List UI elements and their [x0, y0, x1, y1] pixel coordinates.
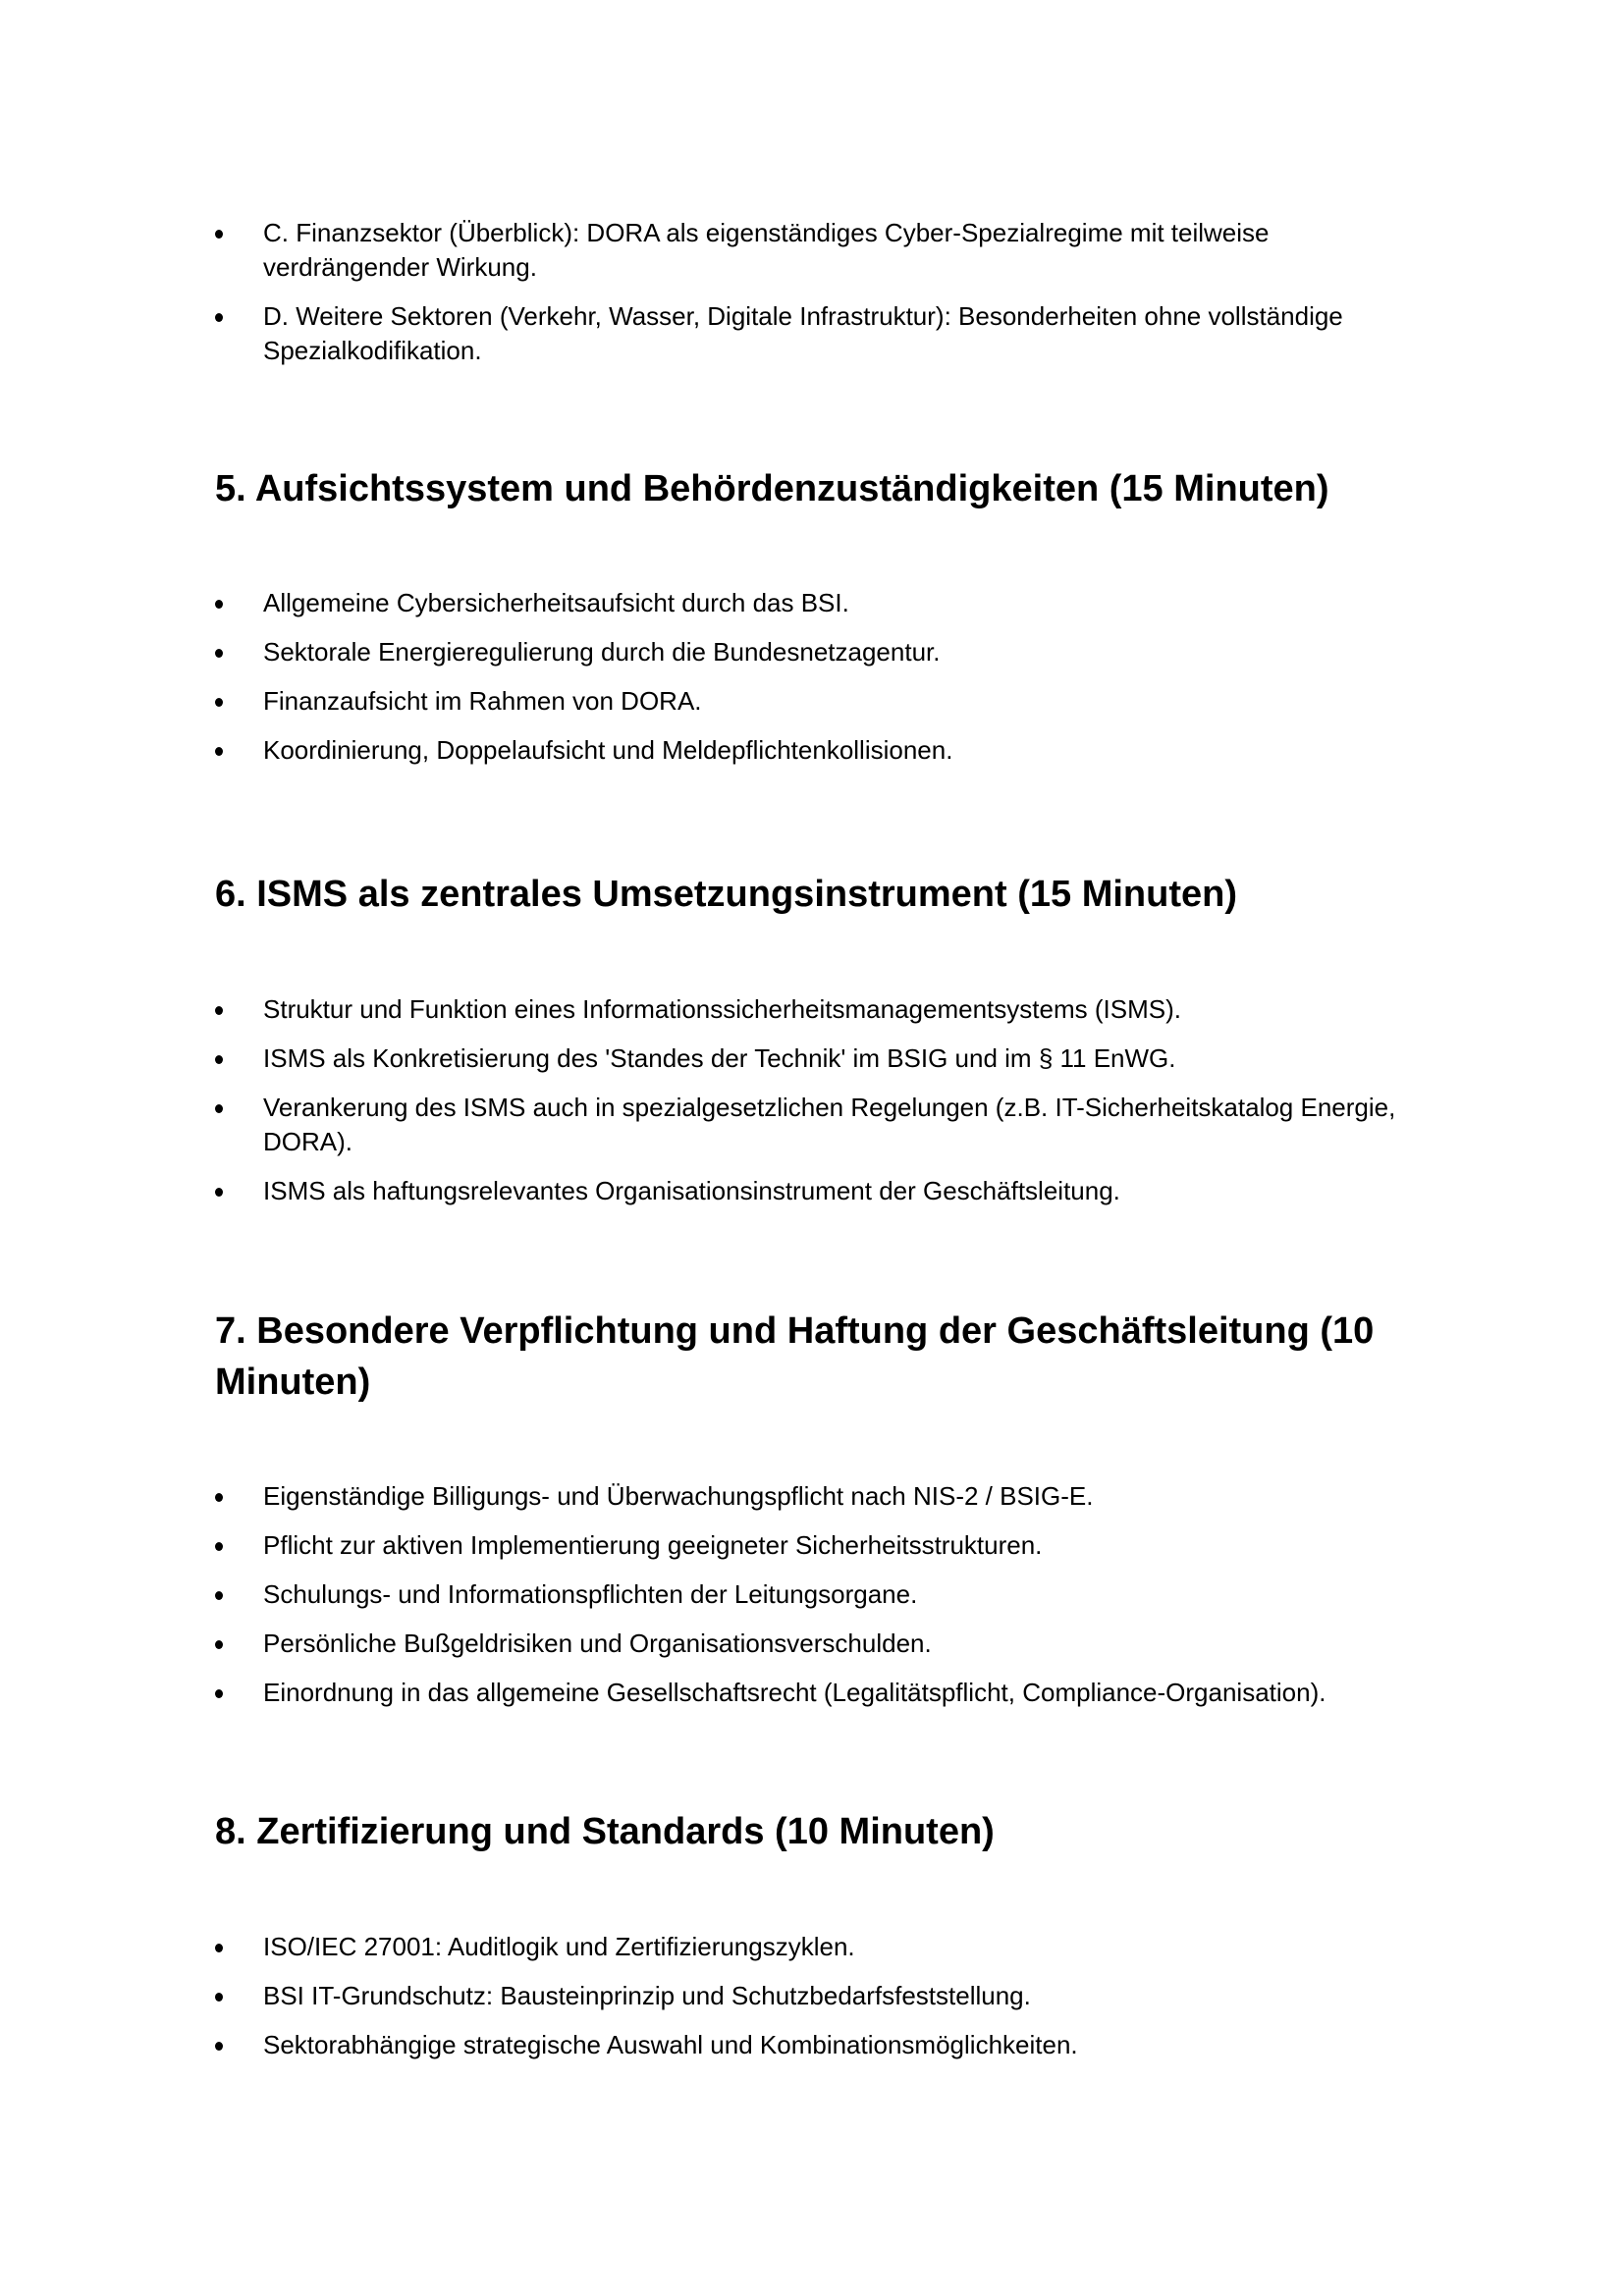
bullet-icon	[215, 1689, 223, 1698]
list-item-text: Pflicht zur aktiven Implementierung geeigneter Sicherheitsstrukturen.	[263, 1530, 1043, 1560]
list-item	[215, 1979, 1423, 2013]
list-item	[215, 1091, 1423, 1159]
bullet-icon	[215, 1493, 223, 1502]
bullet-icon	[215, 649, 223, 658]
bullet-icon	[215, 1640, 223, 1649]
list-item-text: ISO/IEC 27001: Auditlogik und Zertifizierungszyklen.	[263, 1932, 855, 1961]
list-item-text: ISMS als Konkretisierung des 'Standes der Technik' im BSIG und im § 11 EnWG.	[263, 1043, 1176, 1073]
list-item-text: D. Weitere Sektoren (Verkehr, Wasser, Digitale Infrastruktur): Besonderheiten ohne vollständige Spezialkodifikation.	[263, 301, 1343, 365]
bullet-icon	[215, 1055, 223, 1064]
list-item	[215, 992, 1423, 1027]
list-item-text: ISMS als haftungsrelevantes Organisationsinstrument der Geschäftsleitung.	[263, 1176, 1120, 1205]
bullet-icon	[215, 1591, 223, 1600]
list-item	[215, 216, 1423, 285]
list-item	[215, 586, 1423, 620]
bullet-icon	[215, 1993, 223, 2002]
intro-bullet-list	[215, 216, 1423, 383]
list-item	[215, 1174, 1423, 1208]
bullet-icon	[215, 313, 223, 322]
section-heading-5: 5. Aufsichtssystem und Behördenzuständigkeiten (15 Minuten)	[215, 468, 1329, 509]
list-item	[215, 1676, 1423, 1710]
section-heading-7: 7. Besondere Verpflichtung und Haftung der Geschäftsleitung (10 Minuten)	[215, 1310, 1375, 1403]
section-7-bullet-list	[215, 1479, 1423, 1725]
section-heading-8: 8. Zertifizierung und Standards (10 Minuten)	[215, 1811, 995, 1852]
list-item	[215, 733, 1423, 768]
bullet-icon	[215, 1188, 223, 1197]
section-6-bullet-list	[215, 992, 1423, 1223]
list-item-text: Allgemeine Cybersicherheitsaufsicht durch das BSI.	[263, 588, 849, 617]
list-item	[215, 635, 1423, 669]
list-item-text: BSI IT-Grundschutz: Bausteinprinzip und Schutzbedarfsfeststellung.	[263, 1981, 1031, 2010]
list-item	[215, 1528, 1423, 1563]
list-item	[215, 1479, 1423, 1514]
list-item-text: Persönliche Bußgeldrisiken und Organisationsverschulden.	[263, 1629, 932, 1658]
list-item	[215, 1041, 1423, 1076]
bullet-icon	[215, 2042, 223, 2051]
list-item-text: Finanzaufsicht im Rahmen von DORA.	[263, 686, 702, 716]
list-item	[215, 1930, 1423, 1964]
bullet-icon	[215, 698, 223, 707]
list-item-text: Sektorale Energieregulierung durch die Bundesnetzagentur.	[263, 637, 941, 667]
bullet-icon	[215, 1104, 223, 1113]
list-item-text: C. Finanzsektor (Überblick): DORA als eigenständiges Cyber-Spezialregime mit teilweise verdrängender Wirkung.	[263, 218, 1270, 282]
list-item-text: Einordnung in das allgemeine Gesellschaftsrecht (Legalitätspflicht, Compliance-Organisation).	[263, 1678, 1326, 1707]
section-heading-6: 6. ISMS als zentrales Umsetzungsinstrument (15 Minuten)	[215, 874, 1237, 915]
list-item	[215, 684, 1423, 719]
bullet-icon	[215, 747, 223, 756]
list-item	[215, 2028, 1423, 2062]
list-item-text: Eigenständige Billigungs- und Überwachungspflicht nach NIS-2 / BSIG-E.	[263, 1481, 1094, 1511]
bullet-icon	[215, 1944, 223, 1952]
bullet-icon	[215, 230, 223, 239]
list-item	[215, 1627, 1423, 1661]
list-item-text: Sektorabhängige strategische Auswahl und Kombinationsmöglichkeiten.	[263, 2030, 1078, 2059]
section-8-bullet-list	[215, 1930, 1423, 2077]
list-item	[215, 299, 1423, 368]
list-item-text: Verankerung des ISMS auch in spezialgesetzlichen Regelungen (z.B. IT-Sicherheitskatalog Energie, DORA).	[263, 1093, 1396, 1156]
list-item-text: Schulungs- und Informationspflichten der Leitungsorgane.	[263, 1579, 918, 1609]
section-5-bullet-list	[215, 586, 1423, 782]
bullet-icon	[215, 600, 223, 609]
list-item-text: Koordinierung, Doppelaufsicht und Meldepflichtenkollisionen.	[263, 735, 953, 765]
list-item-text: Struktur und Funktion eines Informationssicherheitsmanagementsystems (ISMS).	[263, 994, 1181, 1024]
bullet-icon	[215, 1006, 223, 1015]
list-item	[215, 1577, 1423, 1612]
bullet-icon	[215, 1542, 223, 1551]
